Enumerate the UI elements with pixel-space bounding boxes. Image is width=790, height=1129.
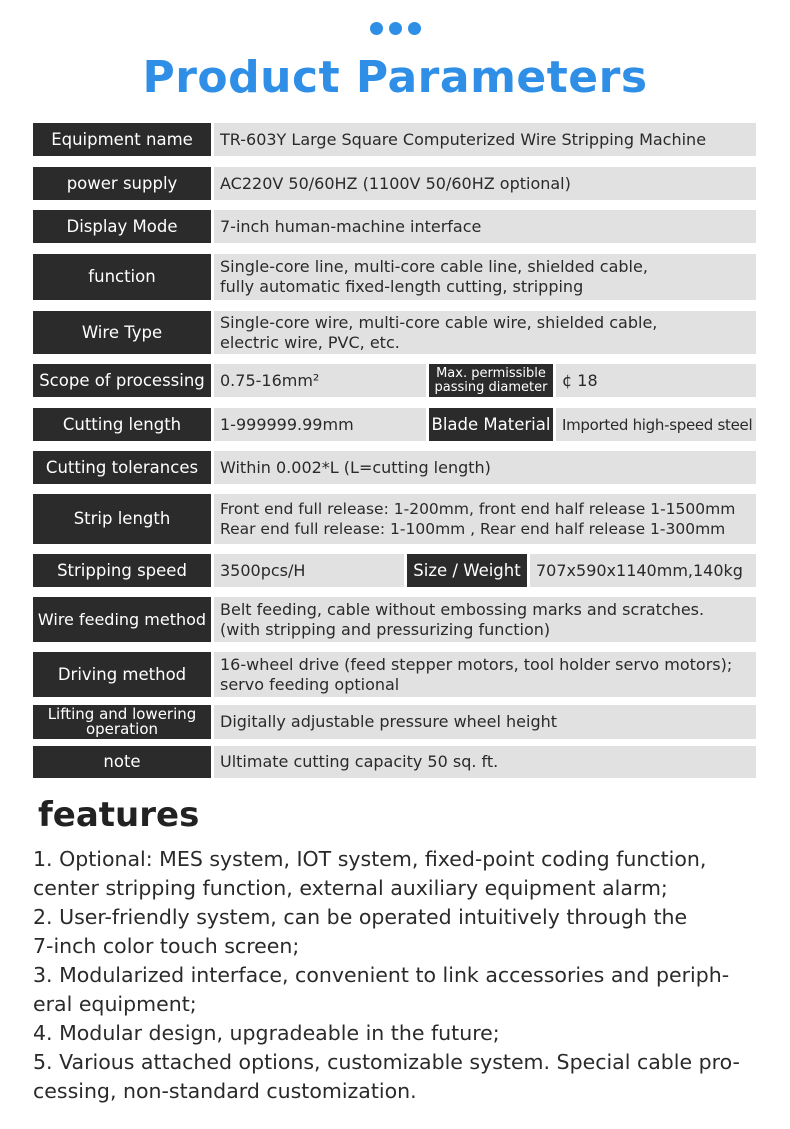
feature-line: center stripping function, external auxiliary equipment alarm; [33,876,668,900]
sub-value: 707x590x1140mm,140kg [530,554,756,587]
row-label: note [33,746,211,778]
label-line: operation [85,720,159,738]
sub-value: Imported high-speed steel [556,408,756,441]
row-label: Driving method [33,652,211,697]
row-value: TR-603Y Large Square Computerized Wire Stripping Machine [214,123,756,156]
feature-line: 3. Modularized interface, convenient to link accessories and periph- [33,963,730,987]
row-value: 7-inch human-machine interface [214,210,756,243]
feature-line: eral equipment; [33,992,197,1016]
value-line: Single-core line, multi-core cable line, shielded cable, [220,257,648,276]
row-label: Scope of processing [33,364,211,397]
feature-line: 2. User-friendly system, can be operated intuitively through the [33,905,688,929]
row-wire-feeding-method [33,597,756,642]
row-label: Cutting tolerances [33,451,211,484]
feature-line: 5. Various attached options, customizable system. Special cable pro- [33,1050,740,1074]
page-title: Product Parameters [142,52,648,103]
value-line: Front end full release: 1-200mm, front end half release 1-1500mm [220,500,736,518]
row-label: Cutting length [33,408,211,441]
row-scope-of-processing [33,364,756,397]
row-value: 3500pcs/H [214,554,404,587]
row-power-supply [33,167,756,200]
row-value [214,652,756,697]
feature-line: 1. Optional: MES system, IOT system, fixed-point coding function, [33,847,707,871]
sub-value: ¢ 18 [556,364,756,397]
row-label: Wire feeding method [33,597,211,642]
row-value [214,311,756,354]
sub-label: Size / Weight [407,554,527,587]
value-line: servo feeding optional [220,674,400,694]
sub-label: Blade Material [429,408,553,441]
row-stripping-speed [33,554,756,587]
decorative-dots [0,22,790,35]
dot-icon [389,22,402,35]
feature-line: cessing, non-standard customization. [33,1079,417,1103]
row-label: Equipment name [33,123,211,156]
row-value [214,254,756,300]
row-label [33,705,211,739]
row-label: function [33,254,211,300]
row-display-mode [33,210,756,243]
row-cutting-length [33,408,756,441]
row-function [33,254,756,300]
row-equipment-name [33,123,756,156]
row-value: 0.75-16mm² [214,364,426,397]
row-lifting-and-lowering [33,705,756,739]
sub-label-line: Max. permissible [436,365,546,381]
row-value: Ultimate cutting capacity 50 sq. ft. [214,746,756,778]
dot-icon [408,22,421,35]
value-line: 16-wheel drive (feed stepper motors, tool holder servo motors); [220,654,733,674]
value-line: fully automatic fixed-length cutting, stripping [220,277,584,296]
row-value: AC220V 50/60HZ (1100V 50/60HZ optional) [214,167,756,200]
value-line: (with stripping and pressurizing function) [220,619,551,639]
value-line: Rear end full release: 1-100mm , Rear end half release 1-300mm [220,520,726,538]
value-line: electric wire, PVC, etc. [220,332,400,352]
row-value: Within 0.002*L (L=cutting length) [214,451,756,484]
row-value [214,494,756,544]
row-driving-method [33,652,756,697]
sub-label [429,364,553,397]
features-list [33,845,758,1106]
row-label: Stripping speed [33,554,211,587]
label-line: Lifting and lowering [47,705,197,723]
value-line: Single-core wire, multi-core cable wire, shielded cable, [220,312,658,332]
row-value: Digitally adjustable pressure wheel height [214,705,756,739]
value-line: Belt feeding, cable without embossing marks and scratches. [220,599,705,619]
row-cutting-tolerances [33,451,756,484]
features-title: features [38,795,200,835]
row-note [33,746,756,778]
row-label: Strip length [33,494,211,544]
dot-icon [370,22,383,35]
row-strip-length [33,494,756,544]
row-label: Display Mode [33,210,211,243]
sub-label-line: passing diameter [434,379,548,395]
row-label: power supply [33,167,211,200]
row-value [214,597,756,642]
row-wire-type [33,311,756,354]
row-label: Wire Type [33,311,211,354]
feature-line: 4. Modular design, upgradeable in the future; [33,1021,500,1045]
row-value: 1-999999.99mm [214,408,426,441]
feature-line: 7-inch color touch screen; [33,934,300,958]
